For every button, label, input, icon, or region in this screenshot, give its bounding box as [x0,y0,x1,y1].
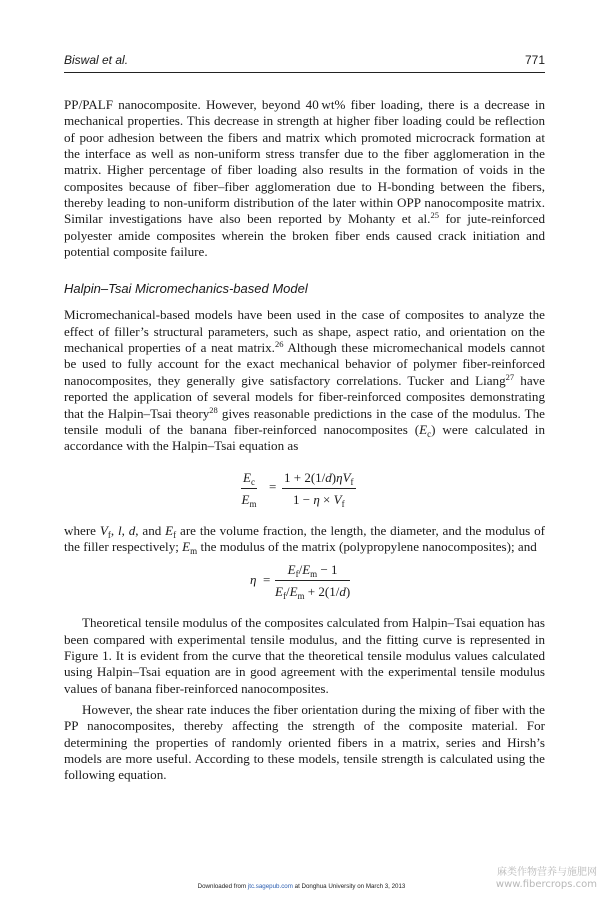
equation-rhs-fraction: $1 + 2(1/d)\eta V_f$ $1 - \eta \times V_f$ [284,469,354,509]
running-head [64,50,545,73]
footer-link[interactable]: jtc.sagepub.com [247,883,293,890]
citation-25: 25 [430,210,439,221]
equation-eta: η = $\frac{E_f/E_m - 1}{E_f/E_m + 2(1/d)}$ [250,562,351,602]
watermark-site-name: 麻类作物营养与施肥网 [497,867,597,878]
citation-26: 26 [274,339,284,350]
running-head-authors: Biswal et al. [64,53,129,67]
paragraph-continuation: PP/PALF nanocomposite. However, beyond 40 wt% fiber loading, there is a decrease in mechanical properties. This decrease in strength at higher fiber loading could be reflection of poor adhesion between the fibers and matrix which promoted microcrack formation at the interface as well as non-uniform stress transfer due to the fiber agglomeration in the matrix. Higher percentage of fiber loading also results in the formation of voids in the composites because of fiber–fiber agglomeration due to H-bonding between the fibers, thereby leading to non-uniform distribution of the later within OPP nanocomposite matrix. Similar investigations have also been reported by Mohanty et al.$^{25}$ for jute-reinforced polyester amide composites wherein the broken fiber ends caused crack initiation and potential composite failure. [64,97,545,260]
citation-27: 27 [505,371,515,382]
paragraph-theoretical-modulus: Theoretical tensile modulus of the composites calculated from Halpin–Tsai equation has been compared with experimental tensile modulus, and the fitting curve is represented in Figure 1. It is evident from the curve that the theoretical tensile modulus values calculated using Halpin–Tsai equation are in good agreement with the experimental tensile modulus values of banana fiber-reinforced nanocomposites. [64,615,545,696]
paragraph-halpin-tsai-intro: Micromechanical-based models have been used in the case of composites to analyze the effect of filler’s structural parameters, such as shape, aspect ratio, and orientation on the mechanical properties of a neat matrix.$^{26}$ Although these micromechanical models cannot be used to fully account for the exact mechanical behavior of polymer fiber-reinforced nanocomposites, they generally give satisfactory correlations. Tucker and Liang$^{27}$ have reported the application of several models for fiber-reinforced composites demonstrating that the Halpin–Tsai theory$^{28}$ gives reasonable predictions in the case of the modulus. The tensile moduli of the banana fiber-reinforced nanocomposites $(E_c)$ were calculated in accordance with the Halpin–Tsai equation as [64,307,545,454]
paragraph-shear-rate: However, the shear rate induces the fiber orientation during the mixing of fiber with the PP nanocomposites, thereby affecting the strength of the composite material. For determining the properties of randomly oriented fibers in a matrix, series and Hirsh’s models are more useful. According to these models, tensile strength is calculated using the following equation. [64,701,545,783]
body-text [64,97,545,784]
download-footer: Downloaded from jtc.sagepub.com at Donghua University on March 3, 2013 [197,883,406,890]
watermark [496,867,597,891]
citation-28: 28 [209,404,218,415]
paragraph-variable-definitions: where $V_f$, l, d, and $E_f$ are the volume fraction, the length, the diameter, and the modulus of the filler respectively; $E_m$ the modulus of the matrix (polypropylene nanocomposites); and [64,522,546,556]
equation-halpin-tsai-modulus: $\frac{E_c}{E_m}$ = $1 + 2(1/d)\eta V_f$ $1 - \eta \times V_f$ [241,469,354,509]
equation-eta-fraction: $\frac{E_f/E_m - 1}{E_f/E_m + 2(1/d)}$ [275,562,351,602]
page-number: 771 [524,53,545,67]
watermark-url: www.fibercrops.com [495,879,597,890]
equation-lhs-fraction: $\frac{E_c}{E_m}$ [241,469,257,509]
section-heading: Halpin–Tsai Micromechanics-based Model [64,281,308,297]
